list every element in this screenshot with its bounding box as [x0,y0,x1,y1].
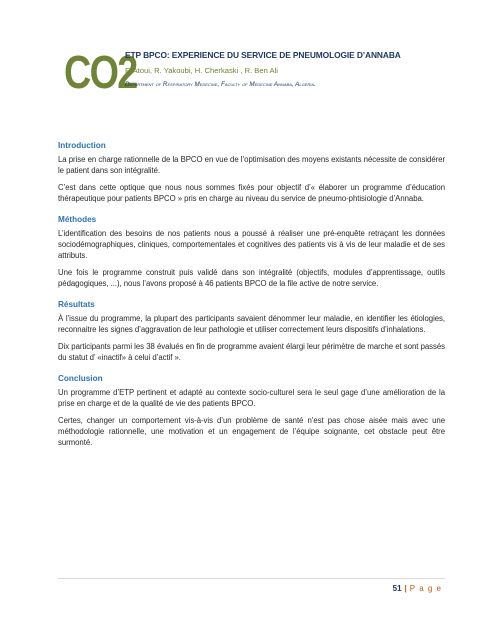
methodes-paragraph-1: L’identification des besoins de nos patients nous a poussé à réaliser une pré-enquête retraçant les données sociodémographiques, cliniques, comportementales et cognitives des patients vis à vis de leur maladie et de ses attributs. [58,229,445,260]
affiliation: Department of Respiratory Medecine, Faculty of Médecine Annaba, Algeria. [125,81,316,88]
resultats-paragraph-2: Dix participants parmi les 38 évalués en fin de programme avaient élargi leur périmètre de marche et sont passés du statut d’ «inactif» à celui d’actif ». [58,342,445,362]
methodes-paragraph-2: Une fois le programme construit puis validé dans son intégralité (objectifs, modules d’apprentissage, outils pédagogiques, ...), nous l’avons proposé à 46 patients BPCO de la file active de notre service. [58,268,445,288]
conclusion-paragraph-1: Un programme d’ETP pertinent et adapté au contexte socio-culturel sera le seul gage d’une amélioration de la prise en charge et de la qualité de vie des patients BPCO. [58,388,445,408]
header-text-block [125,50,455,90]
introduction-paragraph-1: La prise en charge rationnelle de la BPCO en vue de l’optimisation des moyens existants nécessite de considérer le patient dans son intégralité. [58,155,445,175]
abstract-body [58,140,445,454]
page-footer [393,584,442,593]
authors: F. Atoui, R. Yakoubi, H. Cherkaski , R. Ben Ali [125,66,278,75]
page-number: 51 [392,584,402,593]
abstract-header [64,48,444,108]
introduction-paragraph-2: C’est dans cette optique que nous nous sommes fixés pour objectif d’« élaborer un programme d’éducation thérapeutique pour patients BPCO » pris en charge au niveau du service de pneumo-phtisiologie d’Annaba. [58,183,445,203]
heading-methodes: Méthodes [58,215,97,224]
footer-separator: | [404,584,407,593]
heading-introduction: Introduction [58,141,106,150]
abstract-code: CO2 [64,46,137,98]
footer-page-word: P a g e [409,584,442,593]
resultats-paragraph-1: À l’issue du programme, la plupart des participants savaient dénommer leur maladie, en identifier les étiologies, reconnaitre les signes d’aggravation de leur pathologie et utiliser correctement leurs dispositifs d’inhalations. [58,314,445,334]
heading-conclusion: Conclusion [58,374,103,383]
abstract-title: ETP BPCO: EXPERIENCE DU SERVICE DE PNEUMOLOGIE D’ANNABA [125,50,401,60]
conclusion-paragraph-2: Certes, changer un comportement vis-à-vis d’un problème de santé n’est pas chose aisée mais avec une méthodologie rationnelle, une motivation et un engagement de l’équipe soignante, cet obstacle peut être surmonté. [58,416,445,447]
footer-divider [58,578,445,579]
heading-resultats: Résultats [58,300,95,309]
